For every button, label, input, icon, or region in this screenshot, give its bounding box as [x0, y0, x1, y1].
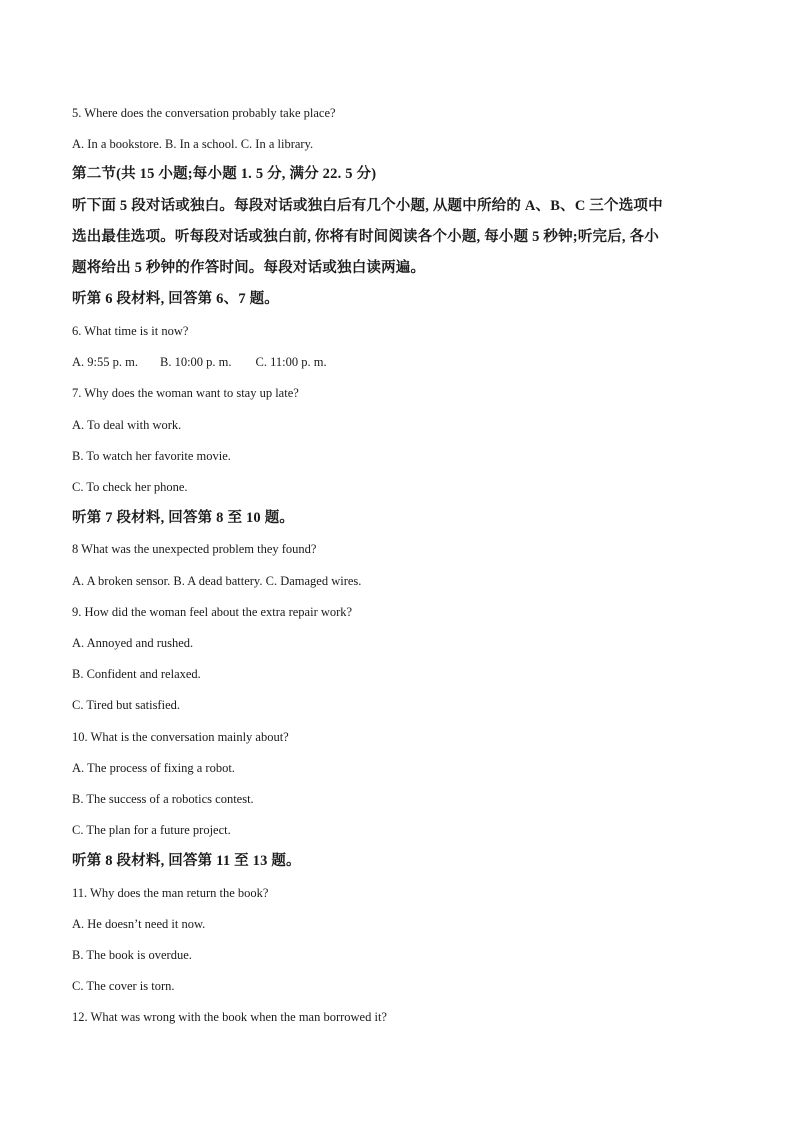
question-8-options: A. A broken sensor. B. A dead battery. C. Damaged wires. [72, 574, 362, 588]
section-title: 第二节(共 15 小题;每小题 1. 5 分, 满分 22. 5 分) [72, 166, 377, 182]
question-7-option-b: B. To watch her favorite movie. [72, 449, 231, 463]
question-9-option-b: B. Confident and relaxed. [72, 667, 201, 681]
question-5-options: A. In a bookstore. B. In a school. C. In a library. [72, 137, 314, 151]
option-c: C. 11:00 p. m. [255, 355, 327, 369]
instruction-line-1: 听下面 5 段对话或独白。每段对话或独白后有几个小题, 从题中所给的 A、B、C 三个选项中 [72, 198, 663, 214]
question-9-option-a: A. Annoyed and rushed. [72, 636, 194, 650]
option-a: A. 9:55 p. m. [72, 355, 138, 369]
question-9: 9. How did the woman feel about the extra repair work? [72, 605, 353, 619]
question-8: 8 What was the unexpected problem they found? [72, 542, 317, 556]
question-11-option-c: C. The cover is torn. [72, 979, 175, 993]
question-6: 6. What time is it now? [72, 324, 189, 338]
group-6-heading: 听第 6 段材料, 回答第 6、7 题。 [72, 291, 279, 307]
question-11: 11. Why does the man return the book? [72, 886, 269, 900]
instruction-line-2: 选出最佳选项。听每段对话或独白前, 你将有时间阅读各个小题, 每小题 5 秒钟;听完后, 各小 [72, 229, 659, 245]
option-b: B. 10:00 p. m. [159, 355, 232, 369]
question-9-option-c: C. Tired but satisfied. [72, 698, 180, 712]
question-10-option-a: A. The process of fixing a robot. [72, 761, 235, 775]
question-5: 5. Where does the conversation probably take place? [72, 106, 336, 120]
question-10: 10. What is the conversation mainly about? [72, 730, 289, 744]
question-10-option-b: B. The success of a robotics contest. [72, 792, 254, 806]
instruction-line-3: 题将给出 5 秒钟的作答时间。每段对话或独白读两遍。 [72, 260, 426, 276]
question-7-option-c: C. To check her phone. [72, 480, 188, 494]
group-8-heading: 听第 8 段材料, 回答第 11 至 13 题。 [72, 853, 301, 869]
question-12: 12. What was wrong with the book when the man borrowed it? [72, 1010, 387, 1024]
question-10-option-c: C. The plan for a future project. [72, 823, 231, 837]
question-11-option-b: B. The book is overdue. [72, 948, 192, 962]
question-7: 7. Why does the woman want to stay up late? [72, 386, 299, 400]
question-11-option-a: A. He doesn’t need it now. [72, 917, 206, 931]
question-6-options [72, 353, 722, 371]
question-7-option-a: A. To deal with work. [72, 418, 182, 432]
group-7-heading: 听第 7 段材料, 回答第 8 至 10 题。 [72, 510, 295, 526]
